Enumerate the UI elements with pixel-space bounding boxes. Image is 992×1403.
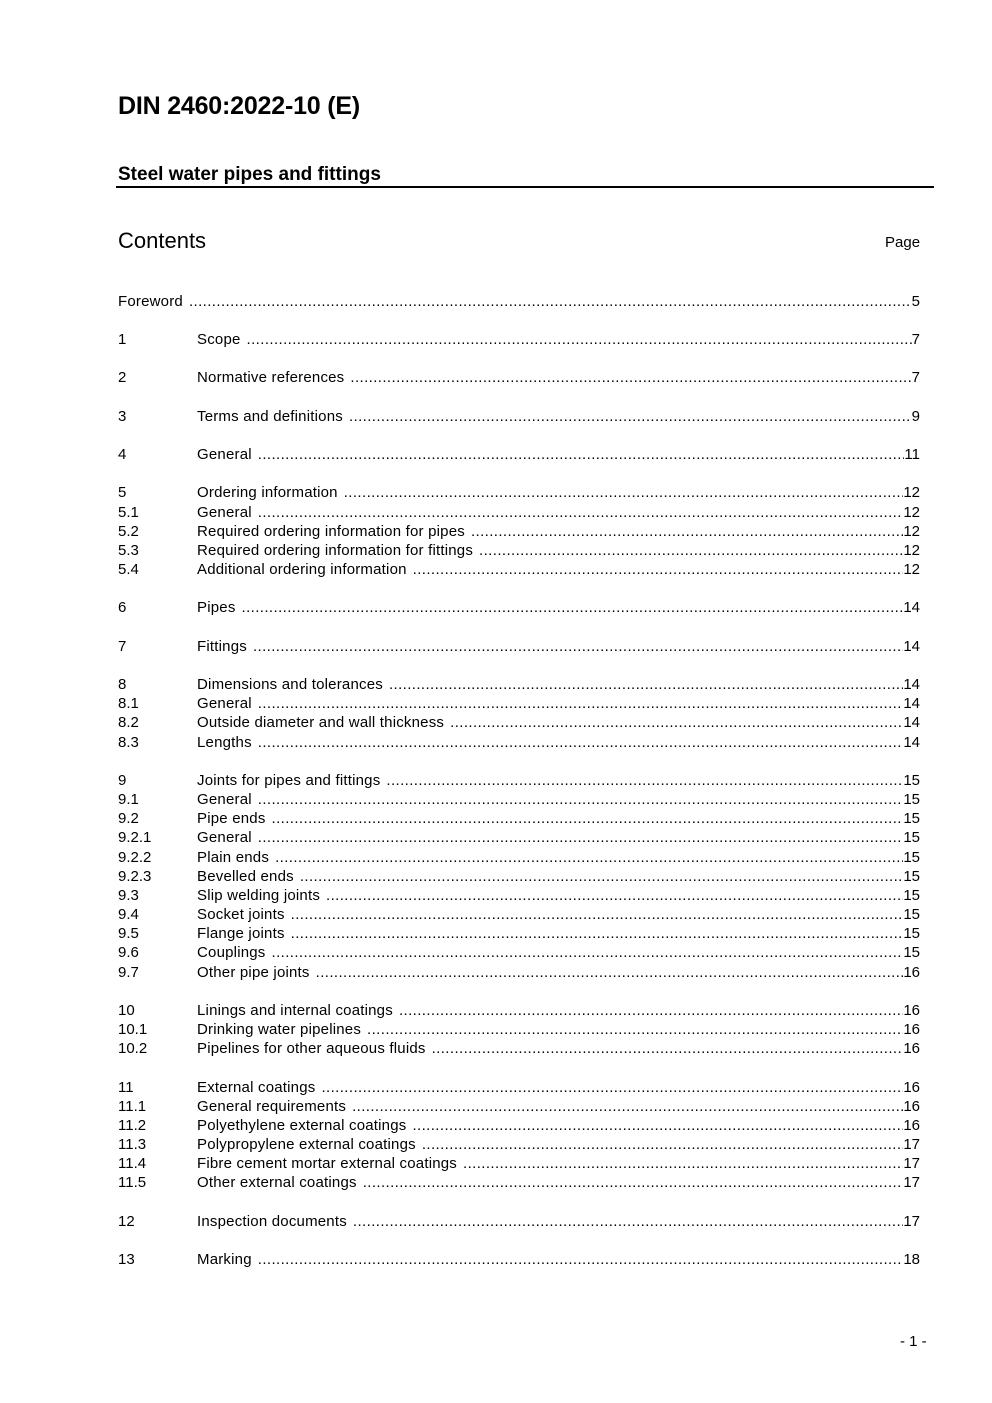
page-column-label: Page xyxy=(885,234,921,251)
toc-dot-leader xyxy=(422,1135,903,1154)
toc-entry-page: 17 xyxy=(903,1174,920,1191)
toc-entry-number: 9.4 xyxy=(118,906,139,923)
toc-entry-title: Inspection documents xyxy=(197,1213,347,1230)
toc-dot-leader xyxy=(258,790,904,809)
toc-entry[interactable] xyxy=(118,1020,920,1039)
toc-dot-leader xyxy=(412,1116,903,1135)
toc-entry-title: Joints for pipes and fittings xyxy=(197,772,381,789)
toc-entry-page: 15 xyxy=(903,810,920,827)
toc-entry-number: 5.4 xyxy=(118,561,139,578)
toc-entry-number: 13 xyxy=(118,1251,135,1268)
toc-entry-title: External coatings xyxy=(197,1079,316,1096)
toc-dot-leader xyxy=(242,598,904,617)
toc-entry-title: Outside diameter and wall thickness xyxy=(197,714,445,731)
toc-entry-number: 11.2 xyxy=(118,1117,147,1134)
toc-entry-title: Terms and definitions xyxy=(197,408,343,425)
toc-entry-title: Other external coatings xyxy=(197,1174,357,1191)
toc-entry-page: 14 xyxy=(903,599,920,616)
toc-entry-title: Foreword xyxy=(118,293,183,310)
toc-entry-page: 15 xyxy=(903,868,920,885)
toc-dot-leader xyxy=(316,963,904,982)
toc-entry[interactable] xyxy=(118,867,920,886)
toc-dot-leader xyxy=(326,886,903,905)
toc-entry-title: Normative references xyxy=(197,369,345,386)
toc-dot-leader xyxy=(350,368,911,387)
toc-entry-title: General xyxy=(197,695,252,712)
toc-entry[interactable] xyxy=(118,1212,920,1231)
toc-entry-number: 8 xyxy=(118,676,127,693)
toc-dot-leader xyxy=(321,1078,903,1097)
toc-entry-page: 14 xyxy=(903,714,920,731)
toc-dot-leader xyxy=(353,1212,903,1231)
toc-entry-number: 10.2 xyxy=(118,1040,148,1057)
toc-dot-leader xyxy=(272,809,904,828)
toc-entry-number: 5 xyxy=(118,484,127,501)
toc-entry[interactable] xyxy=(118,541,920,560)
toc-entry-number: 10 xyxy=(118,1002,135,1019)
toc-entry-title: General xyxy=(197,829,252,846)
toc-entry[interactable] xyxy=(118,694,920,713)
toc-entry-number: 11.1 xyxy=(118,1098,147,1115)
toc-entry[interactable] xyxy=(118,407,920,426)
toc-dot-leader xyxy=(253,637,903,656)
toc-entry-page: 17 xyxy=(903,1155,920,1172)
toc-dot-leader xyxy=(291,924,904,943)
toc-entry-number: 8.3 xyxy=(118,734,139,751)
toc-entry[interactable] xyxy=(118,1116,920,1135)
toc-entry[interactable] xyxy=(118,445,920,464)
toc-entry-title: Plain ends xyxy=(197,849,270,866)
toc-entry-number: 9.5 xyxy=(118,925,139,942)
toc-entry-number: 2 xyxy=(118,369,127,386)
toc-entry[interactable] xyxy=(118,733,920,752)
toc-dot-leader xyxy=(386,771,903,790)
toc-entry[interactable] xyxy=(118,368,920,387)
toc-entry-title: Ordering information xyxy=(197,484,338,501)
toc-entry-page: 14 xyxy=(903,676,920,693)
toc-entry-title: Pipe ends xyxy=(197,810,266,827)
toc-entry-title: General xyxy=(197,791,252,808)
toc-dot-leader xyxy=(258,828,904,847)
toc-dot-leader xyxy=(349,407,912,426)
toc-entry[interactable] xyxy=(118,1097,920,1116)
toc-entry-number: 11 xyxy=(118,1079,134,1096)
toc-entry-number: 11.3 xyxy=(118,1136,147,1153)
toc-dot-leader xyxy=(363,1173,904,1192)
toc-entry-page: 15 xyxy=(903,887,920,904)
toc-entry-page: 14 xyxy=(903,734,920,751)
toc-entry-number: 9.2.1 xyxy=(118,829,152,846)
toc-entry-title: Bevelled ends xyxy=(197,868,294,885)
toc-entry-page: 11 xyxy=(904,446,920,463)
toc-dot-leader xyxy=(258,503,904,522)
toc-entry-title: Lengths xyxy=(197,734,252,751)
toc-entry[interactable] xyxy=(118,1135,920,1154)
toc-entry-page: 9 xyxy=(911,408,920,425)
toc-entry-number: 9.3 xyxy=(118,887,139,904)
toc-entry-page: 15 xyxy=(903,944,920,961)
toc-entry-title: General requirements xyxy=(197,1098,347,1115)
toc-dot-leader xyxy=(389,675,903,694)
toc-entry[interactable] xyxy=(118,1173,920,1192)
toc-entry-number: 1 xyxy=(118,331,127,348)
toc-entry-page: 12 xyxy=(903,542,920,559)
toc-entry-title: Slip welding joints xyxy=(197,887,321,904)
toc-entry-number: 9.6 xyxy=(118,944,139,961)
toc-entry-page: 16 xyxy=(903,1040,920,1057)
toc-entry-title: Socket joints xyxy=(197,906,285,923)
toc-entry-title: Additional ordering information xyxy=(197,561,407,578)
toc-entry-title: Linings and internal coatings xyxy=(197,1002,393,1019)
toc-entry-title: Pipelines for other aqueous fluids xyxy=(197,1040,426,1057)
toc-entry-page: 7 xyxy=(911,369,920,386)
toc-dot-leader xyxy=(275,848,903,867)
toc-entry-title: Polypropylene external coatings xyxy=(197,1136,416,1153)
toc-entry-number: 7 xyxy=(118,638,127,655)
toc-entry-title: Flange joints xyxy=(197,925,285,942)
toc-entry[interactable] xyxy=(118,905,920,924)
toc-entry[interactable] xyxy=(118,713,920,732)
toc-entry[interactable] xyxy=(118,637,920,656)
toc-dot-leader xyxy=(300,867,903,886)
toc-entry-title: Marking xyxy=(197,1251,252,1268)
toc-entry-page: 15 xyxy=(903,829,920,846)
toc-entry-number: 9.2.2 xyxy=(118,849,152,866)
toc-dot-leader xyxy=(189,292,912,311)
toc-dot-leader xyxy=(247,330,912,349)
toc-entry[interactable] xyxy=(118,292,920,311)
toc-entry[interactable] xyxy=(118,943,920,962)
toc-entry-number: 8.1 xyxy=(118,695,139,712)
toc-entry-page: 5 xyxy=(911,293,920,310)
toc-entry-title: General xyxy=(197,504,252,521)
footer-page-number: - 1 - xyxy=(900,1333,927,1350)
toc-entry-number: 10.1 xyxy=(118,1021,148,1038)
contents-heading: Contents xyxy=(118,228,207,253)
toc-dot-leader xyxy=(450,713,903,732)
document-subtitle: Steel water pipes and fittings xyxy=(118,164,381,185)
toc-entry-page: 15 xyxy=(903,791,920,808)
toc-dot-leader xyxy=(344,483,904,502)
header-rule xyxy=(116,186,934,188)
toc-entry-title: Dimensions and tolerances xyxy=(197,676,383,693)
toc-entry-title: Pipes xyxy=(197,599,236,616)
toc-entry[interactable] xyxy=(118,483,920,502)
toc-entry-title: Drinking water pipelines xyxy=(197,1021,362,1038)
toc-entry[interactable] xyxy=(118,771,920,790)
toc-entry-title: Fibre cement mortar external coatings xyxy=(197,1155,458,1172)
toc-entry-number: 5.2 xyxy=(118,523,139,540)
toc-entry[interactable] xyxy=(118,503,920,522)
toc-entry-number: 9.7 xyxy=(118,964,139,981)
toc-dot-leader xyxy=(463,1154,903,1173)
toc-entry[interactable] xyxy=(118,848,920,867)
toc-entry-page: 15 xyxy=(903,772,920,789)
toc-entry[interactable] xyxy=(118,522,920,541)
toc-entry-page: 15 xyxy=(903,906,920,923)
toc-dot-leader xyxy=(471,522,903,541)
toc-entry-number: 9.2.3 xyxy=(118,868,152,885)
toc-entry-number: 6 xyxy=(118,599,127,616)
toc-entry[interactable] xyxy=(118,560,920,579)
toc-entry-title: General xyxy=(197,446,252,463)
toc-entry[interactable] xyxy=(118,330,920,349)
toc-entry[interactable] xyxy=(118,963,920,982)
toc-entry[interactable] xyxy=(118,1078,920,1097)
toc-entry[interactable] xyxy=(118,675,920,694)
toc-entry[interactable] xyxy=(118,1039,920,1058)
toc-entry-page: 12 xyxy=(903,523,920,540)
toc-entry-page: 16 xyxy=(903,964,920,981)
toc-dot-leader xyxy=(258,1250,904,1269)
toc-entry[interactable] xyxy=(118,790,920,809)
toc-entry-title: Required ordering information for fittings xyxy=(197,542,474,559)
toc-entry[interactable] xyxy=(118,598,920,617)
toc-entry-number: 5.1 xyxy=(118,504,139,521)
toc-dot-leader xyxy=(258,733,904,752)
toc-entry-number: 9 xyxy=(118,772,127,789)
toc-entry-title: Other pipe joints xyxy=(197,964,310,981)
toc-entry[interactable] xyxy=(118,924,920,943)
toc-entry-page: 16 xyxy=(903,1098,920,1115)
toc-entry-number: 8.2 xyxy=(118,714,139,731)
toc-entry-page: 12 xyxy=(903,504,920,521)
toc-entry-number: 9.2 xyxy=(118,810,139,827)
toc-entry[interactable] xyxy=(118,828,920,847)
toc-entry-number: 5.3 xyxy=(118,542,139,559)
toc-entry-page: 17 xyxy=(903,1136,920,1153)
toc-entry-page: 14 xyxy=(903,695,920,712)
toc-entry-number: 4 xyxy=(118,446,127,463)
toc-dot-leader xyxy=(258,445,905,464)
toc-entry-page: 18 xyxy=(903,1251,920,1268)
toc-dot-leader xyxy=(432,1039,904,1058)
toc-entry-number: 12 xyxy=(118,1213,135,1230)
toc-entry-title: Couplings xyxy=(197,944,266,961)
toc-dot-leader xyxy=(291,905,904,924)
toc-entry-page: 17 xyxy=(903,1213,920,1230)
toc-entry-number: 3 xyxy=(118,408,127,425)
toc-entry-number: 11.4 xyxy=(118,1155,147,1172)
toc-entry-title: Fittings xyxy=(197,638,247,655)
toc-entry[interactable] xyxy=(118,809,920,828)
toc-entry-page: 16 xyxy=(903,1002,920,1019)
toc-entry-title: Polyethylene external coatings xyxy=(197,1117,407,1134)
toc-entry-page: 7 xyxy=(911,331,920,348)
toc-dot-leader xyxy=(352,1097,903,1116)
toc-dot-leader xyxy=(272,943,904,962)
toc-entry-page: 16 xyxy=(903,1021,920,1038)
toc-dot-leader xyxy=(399,1001,903,1020)
toc-dot-leader xyxy=(479,541,903,560)
toc-entry-page: 15 xyxy=(903,925,920,942)
document-id: DIN 2460:2022-10 (E) xyxy=(118,92,360,120)
toc-entry-title: Scope xyxy=(197,331,241,348)
toc-entry[interactable] xyxy=(118,886,920,905)
toc-entry-page: 12 xyxy=(903,561,920,578)
toc-entry-number: 11.5 xyxy=(118,1174,147,1191)
toc-entry-page: 15 xyxy=(903,849,920,866)
toc-entry-page: 14 xyxy=(903,638,920,655)
toc-dot-leader xyxy=(367,1020,903,1039)
toc-entry[interactable] xyxy=(118,1001,920,1020)
toc-entry-title: Required ordering information for pipes xyxy=(197,523,465,540)
toc-dot-leader xyxy=(413,560,904,579)
toc-entry-page: 12 xyxy=(903,484,920,501)
toc-entry[interactable] xyxy=(118,1250,920,1269)
toc-entry-number: 9.1 xyxy=(118,791,139,808)
toc-entry[interactable] xyxy=(118,1154,920,1173)
toc-entry-page: 16 xyxy=(903,1117,920,1134)
toc-entry-page: 16 xyxy=(903,1079,920,1096)
toc-dot-leader xyxy=(258,694,904,713)
